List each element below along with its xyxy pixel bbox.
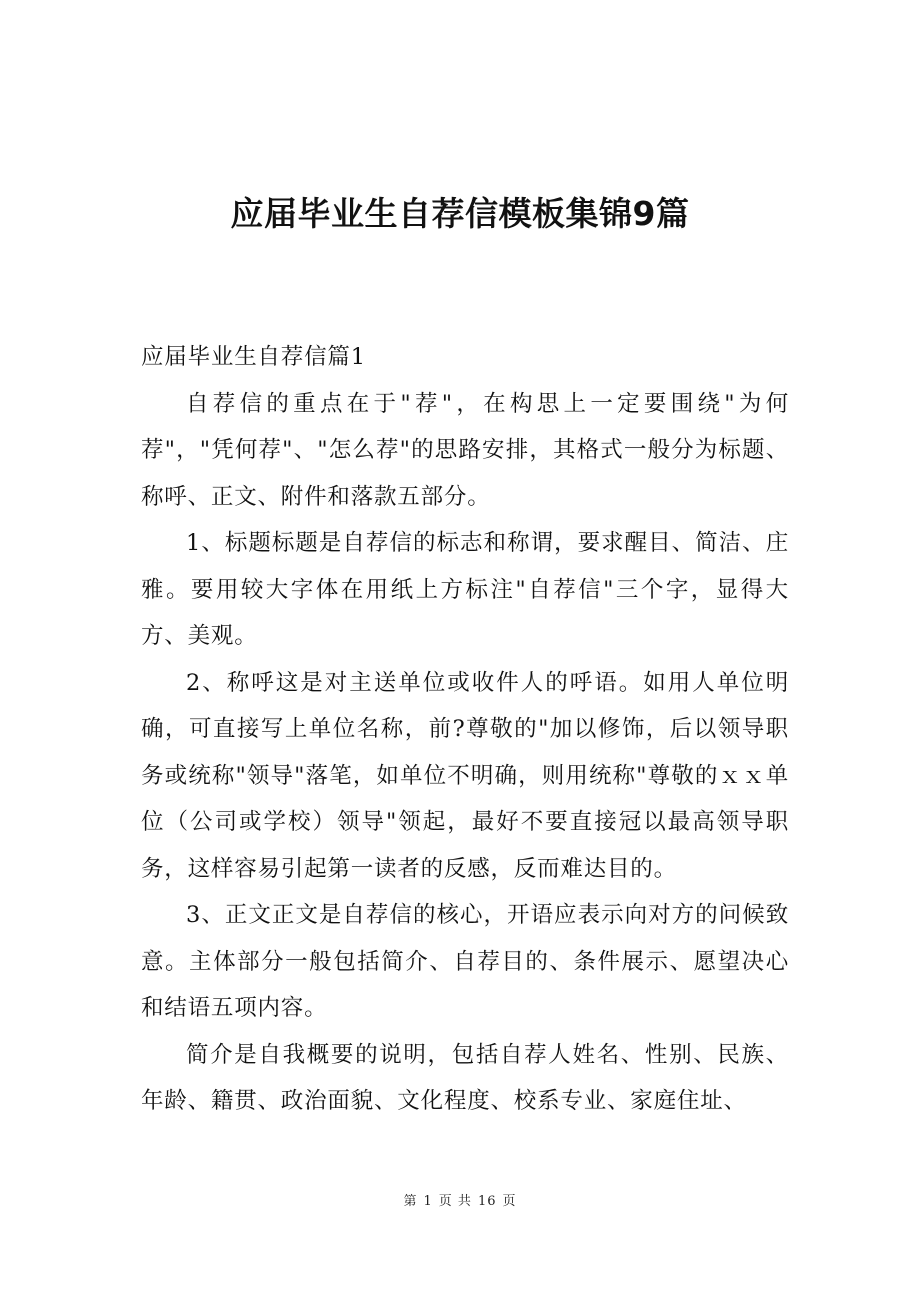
paragraph-title-rule: 1、标题标题是自荐信的标志和称谓，要求醒目、简洁、庄雅。要用较大字体在用纸上方标注"自荐信"三个字，显得大方、美观。	[141, 530, 789, 649]
paragraph-body-rule: 3、正文正文是自荐信的核心，开语应表示向对方的问候致意。主体部分一般包括简介、自荐目的、条件展示、愿望决心和结语五项内容。	[141, 902, 789, 1021]
footer-current-page: 1	[423, 1194, 433, 1209]
footer-prefix: 第	[403, 1194, 418, 1209]
section-heading: 应届毕业生自荐信篇1	[141, 344, 366, 370]
paragraph-salutation-rule: 2、称呼这是对主送单位或收件人的呼语。如用人单位明确，可直接写上单位名称，前?尊敬的"加以修饰，后以领导职务或统称"领导"落笔，如单位不明确，则用统称"尊敬的ｘｘ单位（公司或学校）领导"领起，最好不要直接冠以最高领导职务，这样容易引起第一读者的反感，反而难达目的。	[141, 669, 789, 882]
footer-total-pages: 16	[477, 1194, 497, 1209]
paragraph-introduction-rule: 简介是自我概要的说明，包括自荐人姓名、性别、民族、年龄、籍贯、政治面貌、文化程度、校系专业、家庭住址、	[141, 1041, 789, 1114]
page-footer	[0, 1192, 920, 1212]
footer-suffix: 页	[502, 1194, 517, 1209]
paragraph-intro: 自荐信的重点在于"荐"，在构思上一定要围绕"为何荐"，"凭何荐"、"怎么荐"的思路安排，其格式一般分为标题、称呼、正文、附件和落款五部分。	[141, 390, 789, 510]
document-title: 应届毕业生自荐信模板集锦9篇	[230, 194, 690, 233]
footer-middle: 页 共	[438, 1194, 472, 1209]
document-body	[141, 334, 789, 1125]
